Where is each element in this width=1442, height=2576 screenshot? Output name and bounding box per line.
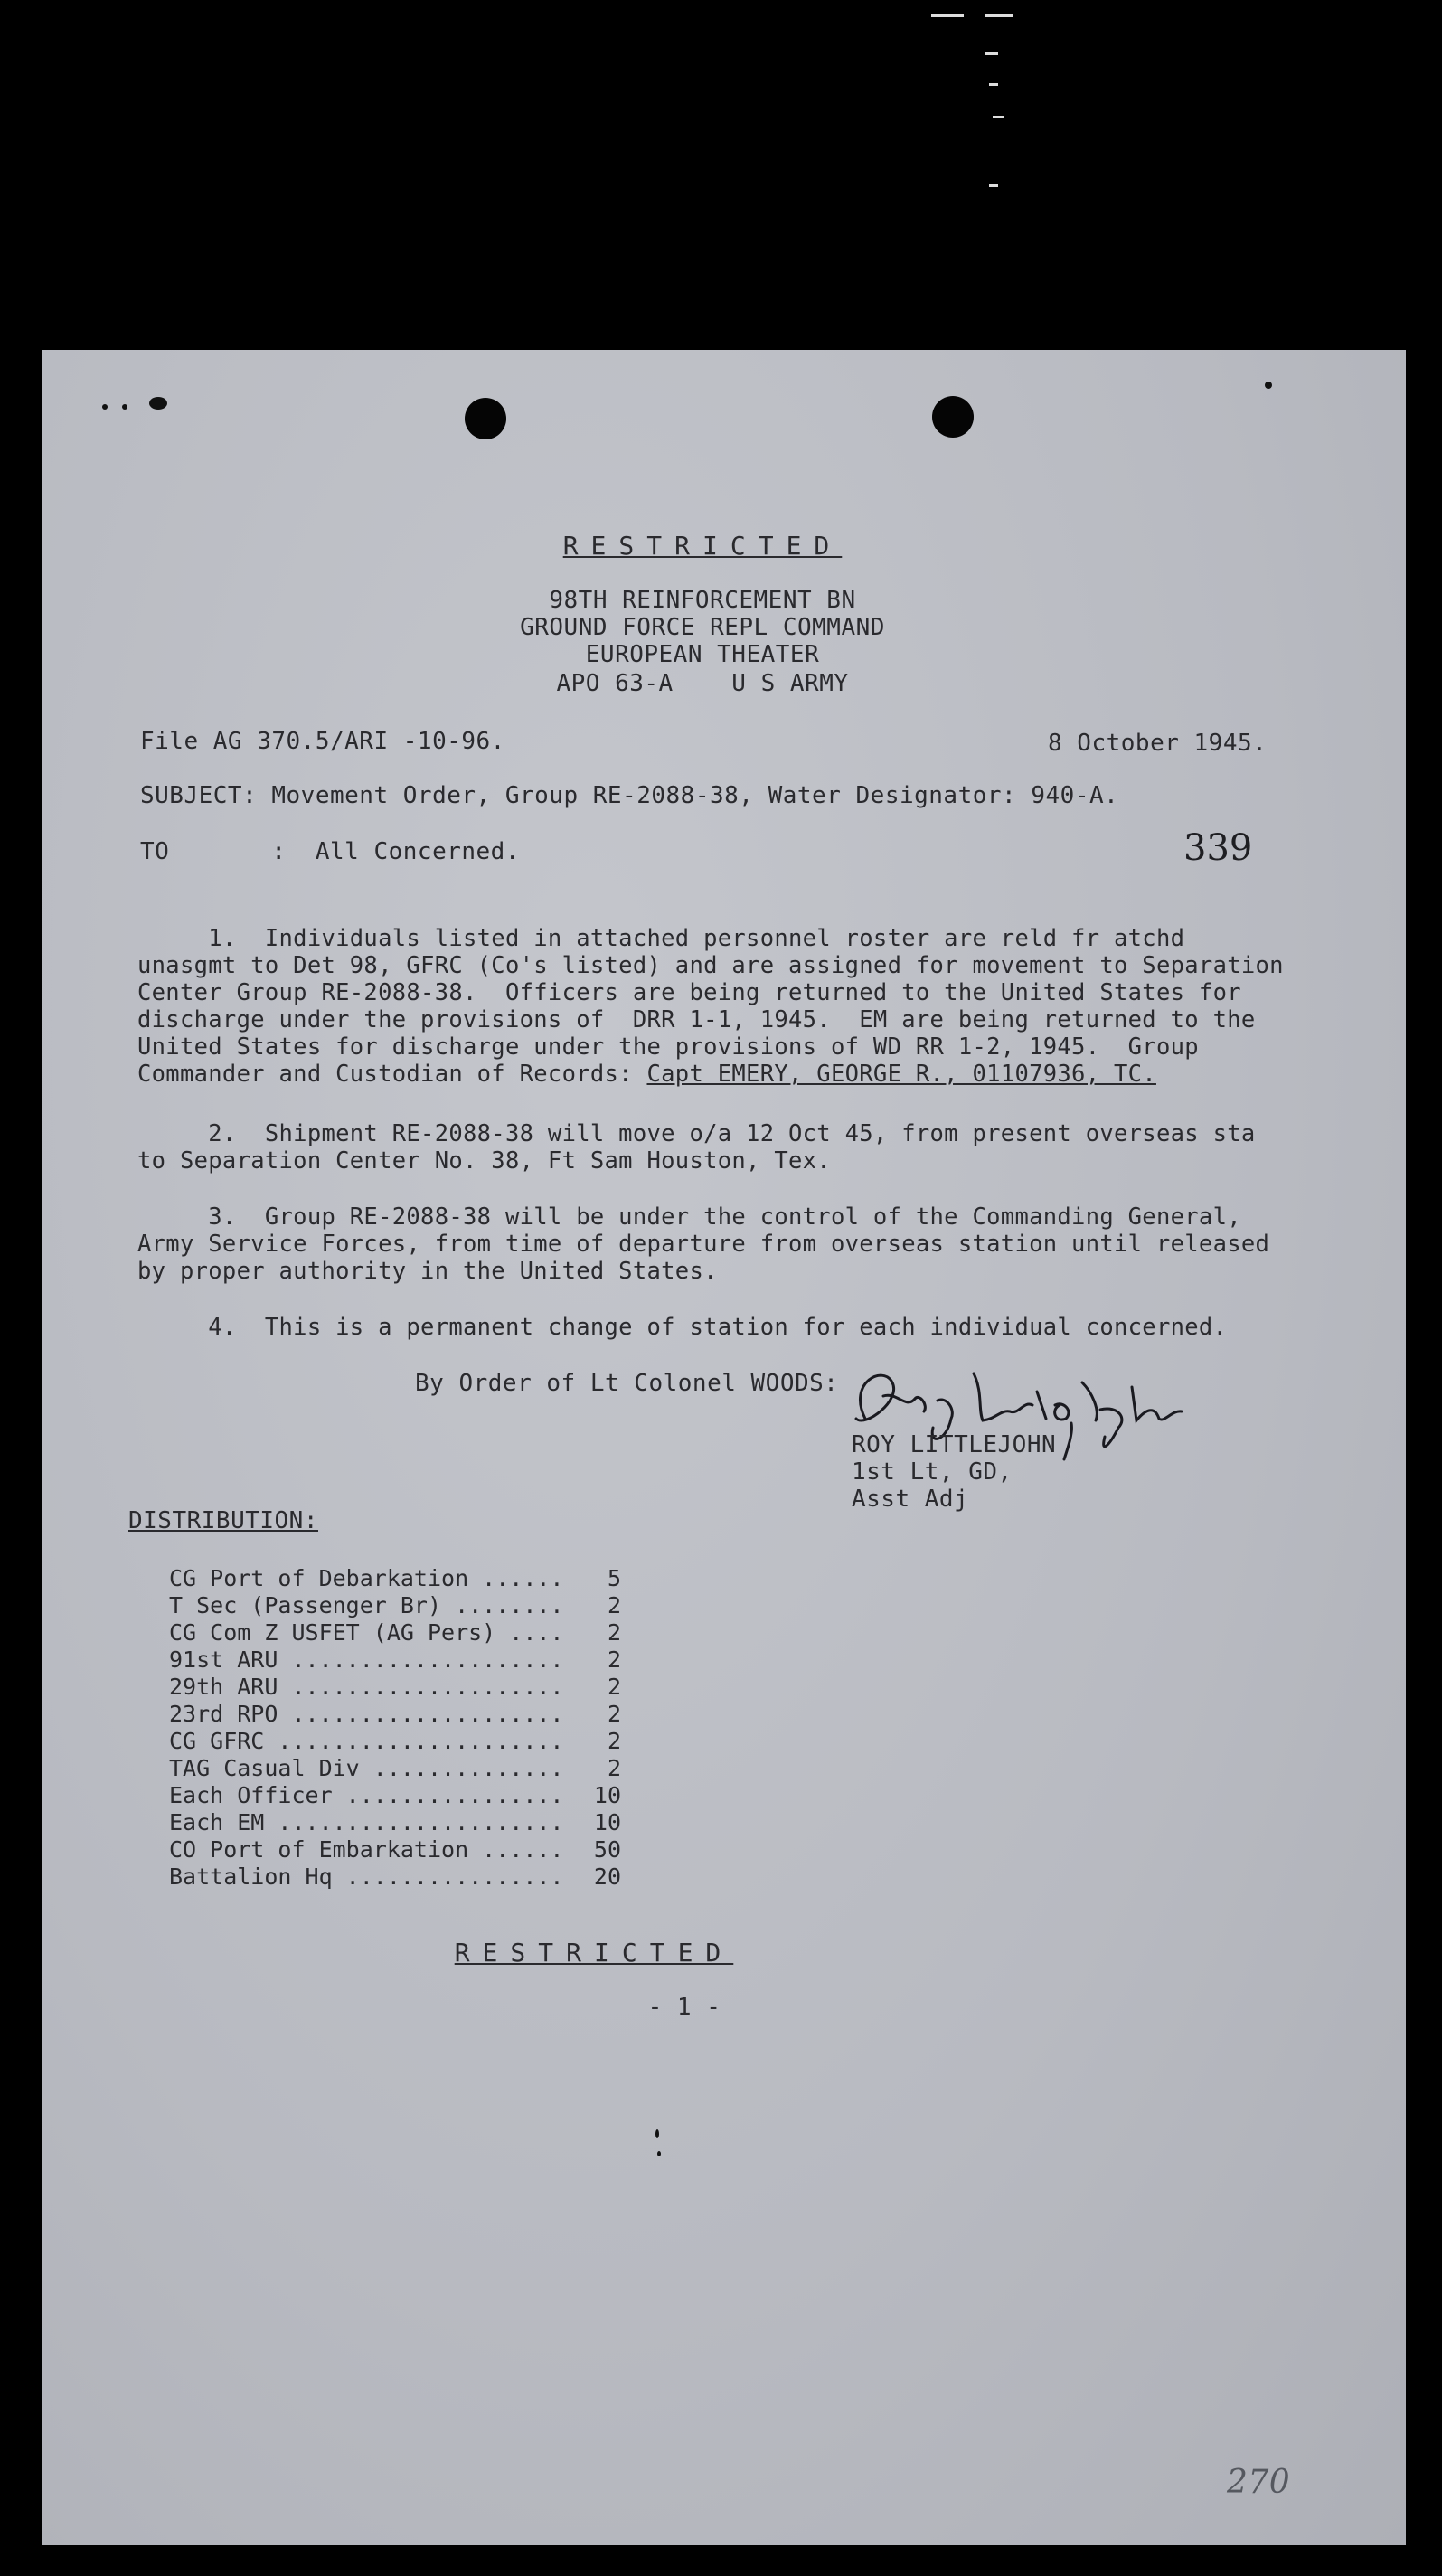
- paragraph-line: unasgmt to Det 98, GFRC (Co's listed) and are assigned for movement to Separation: [137, 952, 1284, 979]
- paragraph-line: United States for discharge under the provisions of WD RR 1-2, 1945. Group: [137, 1033, 1199, 1061]
- distribution-row: [169, 1619, 621, 1646]
- top-film-mark: [993, 116, 1004, 118]
- distribution-recipient: Each EM .....................: [169, 1809, 564, 1835]
- paragraph-line: discharge under the provisions of DRR 1-1, 1945. EM are being returned to the: [137, 1006, 1256, 1033]
- distribution-count: 50: [593, 1836, 621, 1863]
- top-film-mark: [931, 14, 964, 17]
- distribution-recipient: CG Com Z USFET (AG Pers) ....: [169, 1619, 564, 1646]
- file-reference: File AG 370.5/ARI -10-96.: [140, 728, 505, 755]
- ink-speck: [657, 2151, 661, 2156]
- paragraph-1: [137, 925, 1367, 1088]
- distribution-recipient: Battalion Hq ................: [169, 1864, 564, 1890]
- paragraph-line: Center Group RE-2088-38. Officers are being returned to the United States for: [137, 979, 1241, 1006]
- distribution-count: 2: [607, 1674, 621, 1700]
- top-film-mark: [985, 14, 1013, 17]
- distribution-row: [169, 1755, 621, 1781]
- top-film-mark: [989, 184, 998, 187]
- distribution-row: [169, 1647, 621, 1673]
- distribution-recipient: CO Port of Embarkation ......: [169, 1836, 564, 1863]
- handwritten-archive-number: 270: [1227, 2464, 1291, 2501]
- signer-title: Asst Adj: [852, 1486, 969, 1513]
- distribution-row: [169, 1836, 621, 1863]
- distribution-count: 10: [593, 1809, 621, 1835]
- distribution-recipient: 29th ARU ....................: [169, 1674, 564, 1700]
- distribution-recipient: CG GFRC .....................: [169, 1728, 564, 1754]
- distribution-row: [169, 1701, 621, 1727]
- top-film-mark: [985, 52, 998, 55]
- ink-speck: [655, 2129, 659, 2138]
- distribution-count: 2: [607, 1619, 621, 1646]
- top-film-mark: [989, 83, 998, 86]
- classification-top: RESTRICTED: [562, 531, 843, 561]
- signer-rank: 1st Lt, GD,: [852, 1458, 1013, 1486]
- signer-name: ROY LITTLEJOHN: [852, 1431, 1057, 1458]
- ink-speck: [1265, 382, 1272, 389]
- punch-hole-right: [932, 396, 974, 438]
- ink-speck: [122, 404, 127, 410]
- distribution-count: 5: [607, 1565, 621, 1591]
- paragraph-line: 4. This is a permanent change of station for each individual concerned.: [137, 1314, 1228, 1341]
- ink-speck: [102, 404, 108, 410]
- paragraph-line: by proper authority in the United States.: [137, 1258, 718, 1285]
- page-stamp-number: 339: [1183, 827, 1253, 869]
- distribution-recipient: 23rd RPO ....................: [169, 1701, 564, 1727]
- unit-line-1: 98TH REINFORCEMENT BN: [549, 587, 856, 614]
- unit-line-3: EUROPEAN THEATER: [585, 641, 820, 668]
- classification-bottom: RESTRICTED: [454, 1938, 734, 1967]
- distribution-count: 2: [607, 1647, 621, 1673]
- ink-speck: [149, 397, 167, 410]
- distribution-row: [169, 1809, 621, 1835]
- distribution-count: 2: [607, 1728, 621, 1754]
- subject-line: SUBJECT: Movement Order, Group RE-2088-38, Water Designator: 940-A.: [140, 782, 1119, 809]
- paragraph-line: to Separation Center No. 38, Ft Sam Houston, Tex.: [137, 1147, 831, 1175]
- distribution-row: [169, 1728, 621, 1754]
- paragraph-line-with-custodian: [137, 1061, 1367, 1088]
- by-order-line: By Order of Lt Colonel WOODS:: [415, 1370, 839, 1397]
- paragraph-2: [137, 1120, 1367, 1175]
- to-line: TO : All Concerned.: [140, 838, 520, 865]
- custodian-name: Capt EMERY, GEORGE R., 01107936, TC.: [646, 1061, 1156, 1088]
- distribution-row: [169, 1674, 621, 1700]
- paragraph-line: 1. Individuals listed in attached personnel roster are reld fr atchd: [137, 925, 1185, 952]
- distribution-count: 2: [607, 1592, 621, 1618]
- paragraph-line-text: Commander and Custodian of Records:: [137, 1061, 647, 1088]
- distribution-count: 2: [607, 1701, 621, 1727]
- distribution-recipient: TAG Casual Div ..............: [169, 1755, 564, 1781]
- paragraph-4: [137, 1314, 1367, 1341]
- distribution-recipient: 91st ARU ....................: [169, 1647, 564, 1673]
- distribution-count: 2: [607, 1755, 621, 1781]
- document-date: 8 October 1945.: [1048, 730, 1268, 757]
- paragraph-line: Army Service Forces, from time of departure from overseas station until released: [137, 1231, 1270, 1258]
- page-number: - 1 -: [647, 1994, 721, 2021]
- distribution-recipient: T Sec (Passenger Br) ........: [169, 1592, 564, 1618]
- distribution-count: 10: [593, 1782, 621, 1808]
- distribution-recipient: CG Port of Debarkation ......: [169, 1565, 564, 1591]
- paragraph-line: 3. Group RE-2088-38 will be under the control of the Commanding General,: [137, 1203, 1241, 1231]
- document-page: [42, 350, 1406, 2545]
- distribution-row: [169, 1592, 621, 1618]
- unit-line-2: GROUND FORCE REPL COMMAND: [520, 614, 885, 641]
- distribution-row: [169, 1565, 621, 1591]
- distribution-count: 20: [593, 1864, 621, 1890]
- distribution-row: [169, 1864, 621, 1890]
- distribution-heading: DISTRIBUTION:: [128, 1507, 318, 1534]
- distribution-recipient: Each Officer ................: [169, 1782, 564, 1808]
- paragraph-3: [137, 1203, 1367, 1285]
- distribution-row: [169, 1782, 621, 1808]
- paragraph-line: 2. Shipment RE-2088-38 will move o/a 12 Oct 45, from present overseas sta: [137, 1120, 1256, 1147]
- unit-line-4: APO 63-A U S ARMY: [556, 670, 849, 697]
- punch-hole-left: [465, 398, 506, 439]
